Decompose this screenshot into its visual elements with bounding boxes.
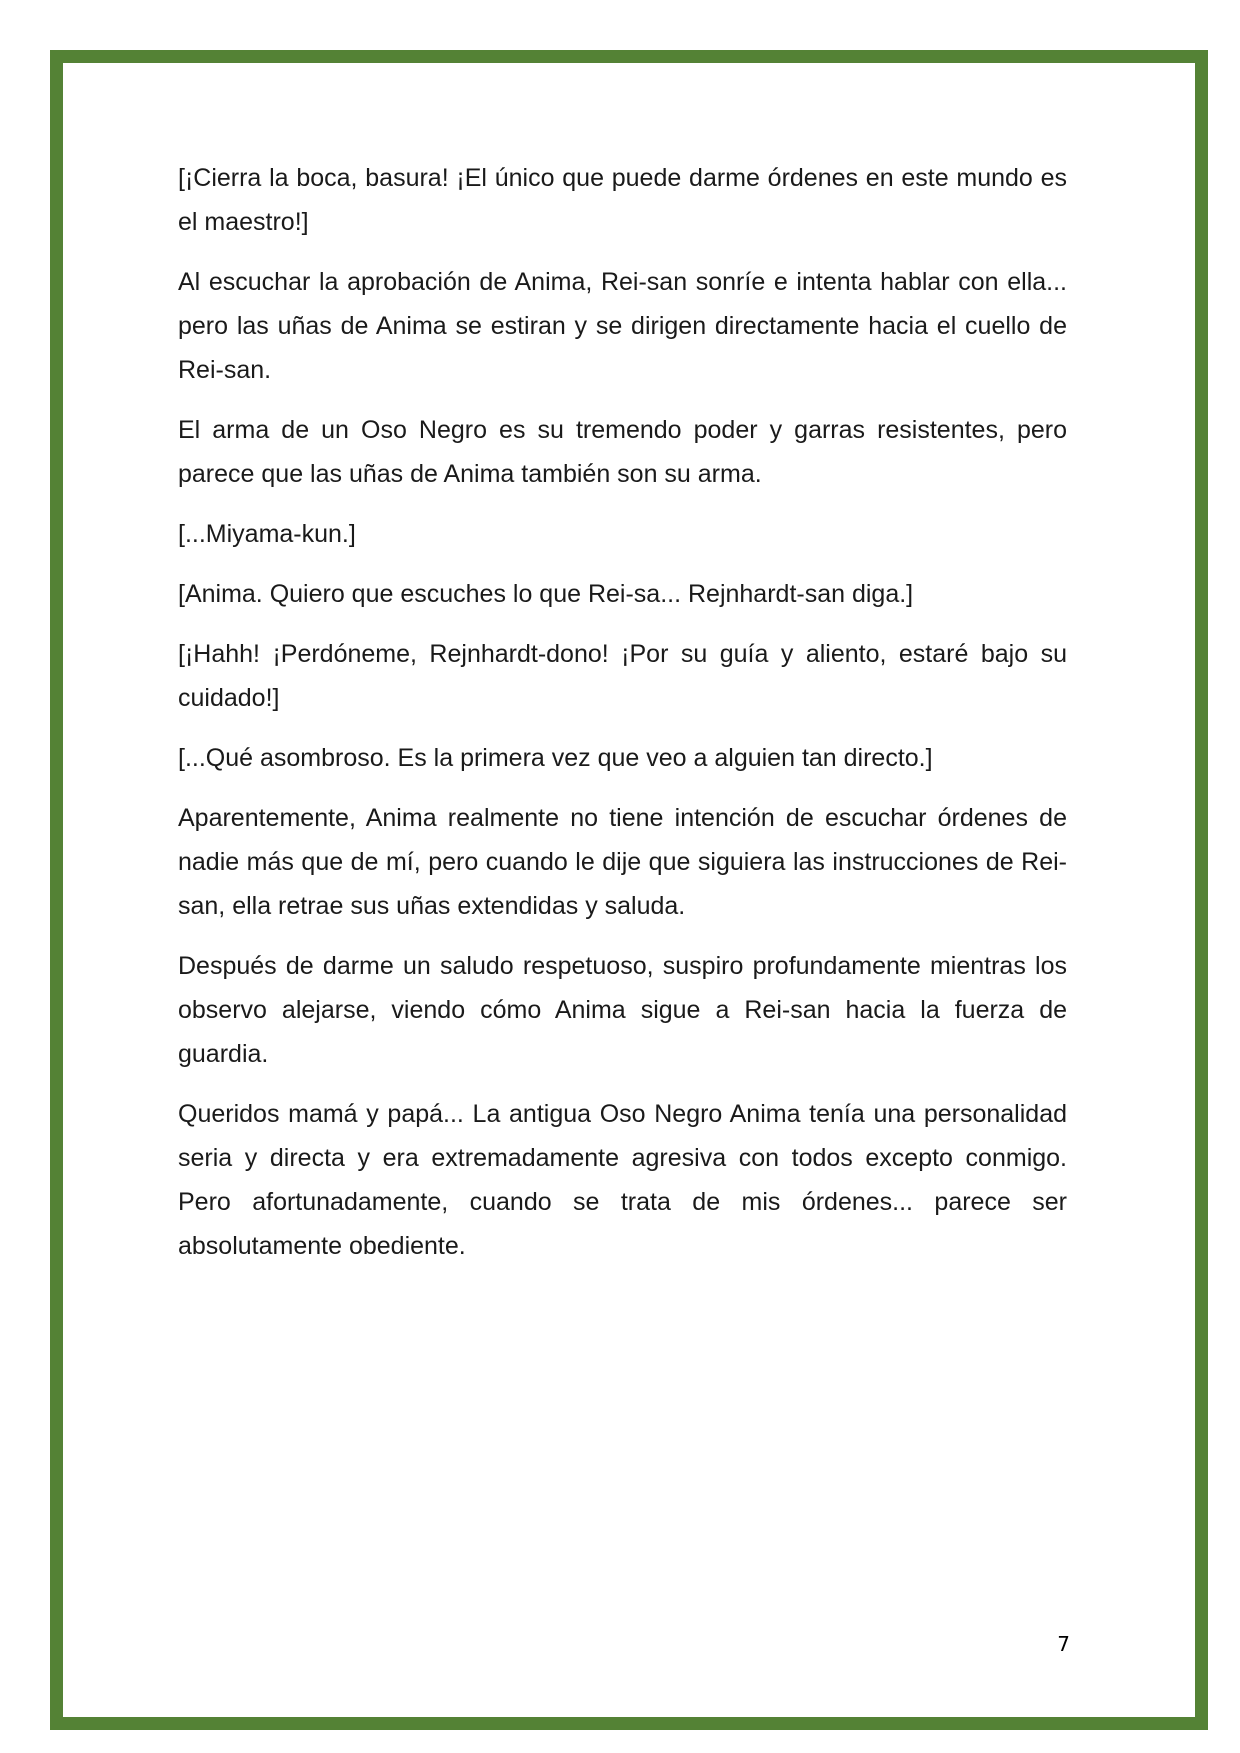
paragraph-10: Queridos mamá y papá... La antigua Oso Negro Anima tenía una personalidad seria y directa y era extremadamente agresiva con todos excepto conmigo. Pero afortunadamente, cuando se trata de mis órdenes... parece ser absolutamente obediente. bbox=[178, 1100, 1067, 1260]
paragraph-2: Al escuchar la aprobación de Anima, Rei-san sonríe e intenta hablar con ella... pero las uñas de Anima se estiran y se dirigen directamente hacia el cuello de Rei-san. bbox=[178, 268, 1067, 384]
paragraph-4: [...Miyama-kun.] bbox=[178, 520, 356, 548]
paragraph-3: El arma de un Oso Negro es su tremendo poder y garras resistentes, pero parece que las uñas de Anima también son su arma. bbox=[178, 416, 1067, 488]
paragraph-6: [¡Hahh! ¡Perdóneme, Rejnhardt-dono! ¡Por su guía y aliento, estaré bajo su cuidado!] bbox=[178, 640, 1067, 712]
paragraph-7: [...Qué asombroso. Es la primera vez que veo a alguien tan directo.] bbox=[178, 744, 933, 772]
paragraph-8: Aparentemente, Anima realmente no tiene intención de escuchar órdenes de nadie más que de mí, pero cuando le dije que siguiera las instrucciones de Rei-san, ella retrae sus uñas extendidas y saluda. bbox=[178, 804, 1067, 920]
paragraph-5: [Anima. Quiero que escuches lo que Rei-sa... Rejnhardt-san diga.] bbox=[178, 580, 914, 608]
paragraph-9: Después de darme un saludo respetuoso, suspiro profundamente mientras los observo alejarse, viendo cómo Anima sigue a Rei-san hacia la fuerza de guardia. bbox=[178, 952, 1067, 1068]
page-number: 7 bbox=[1057, 1632, 1070, 1656]
document-body bbox=[178, 156, 1067, 1284]
paragraph-1: [¡Cierra la boca, basura! ¡El único que puede darme órdenes en este mundo es el maestro!] bbox=[178, 164, 1067, 236]
